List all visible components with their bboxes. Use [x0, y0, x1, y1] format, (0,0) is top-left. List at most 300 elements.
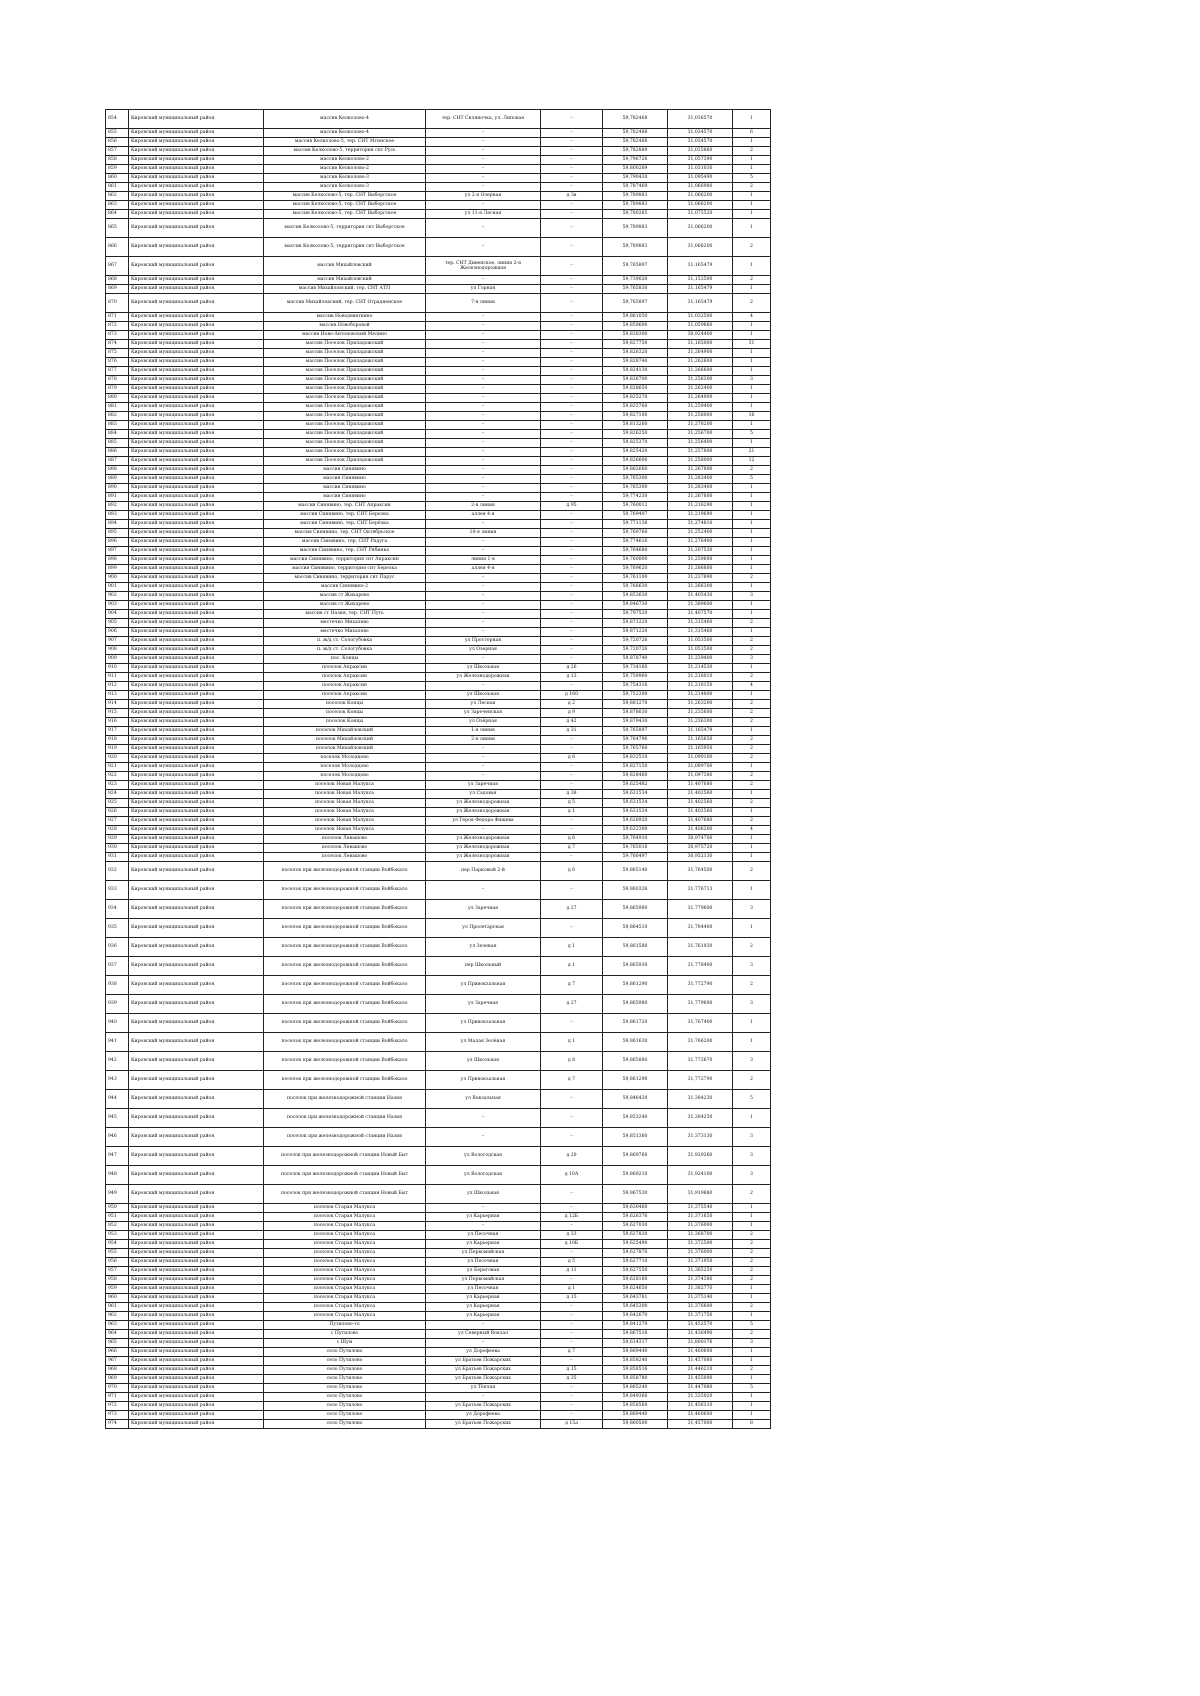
- count-cell: 1: [733, 358, 771, 367]
- street-cell: –: [426, 619, 541, 628]
- longitude-cell: 31,766200: [668, 1033, 733, 1052]
- longitude-cell: 31,406200: [668, 826, 733, 835]
- house-cell: –: [541, 257, 603, 276]
- longitude-cell: 31,779600: [668, 995, 733, 1014]
- row-number-cell: 937: [106, 957, 129, 976]
- latitude-cell: 59,861630: [603, 1033, 668, 1052]
- row-number-cell: 917: [106, 727, 129, 736]
- longitude-cell: 31,059660: [668, 322, 733, 331]
- longitude-cell: 31,066200: [668, 192, 733, 201]
- count-cell: 1: [733, 156, 771, 165]
- table-row: [106, 790, 771, 799]
- row-number-cell: 906: [106, 628, 129, 637]
- house-cell: –: [541, 1249, 603, 1258]
- latitude-cell: 59,846420: [603, 1090, 668, 1109]
- row-number-cell: 949: [106, 1185, 129, 1204]
- locality-cell: массив Поселок Приладожский: [264, 439, 426, 448]
- row-number-cell: 967: [106, 1357, 129, 1366]
- longitude-cell: 31,239400: [668, 655, 733, 664]
- house-cell: –: [541, 156, 603, 165]
- street-cell: ул Вологодская: [426, 1166, 541, 1185]
- row-number-cell: 908: [106, 646, 129, 655]
- latitude-cell: 59,849360: [603, 1393, 668, 1402]
- street-cell: –: [426, 156, 541, 165]
- locality-cell: поселок Старая Малукса: [264, 1204, 426, 1213]
- street-cell: тер. СНТ Дивенское, линия 2-я Железнодорожная: [426, 257, 541, 276]
- table-row: [106, 619, 771, 628]
- latitude-cell: 59,865930: [603, 957, 668, 976]
- district-cell: Кировский муниципальный район: [129, 700, 264, 709]
- house-cell: д 20: [541, 1147, 603, 1166]
- street-cell: –: [426, 574, 541, 583]
- district-cell: Кировский муниципальный район: [129, 673, 264, 682]
- locality-cell: поселок при железнодорожной станции Назия: [264, 1090, 426, 1109]
- longitude-cell: 31,375540: [668, 1204, 733, 1213]
- house-cell: –: [541, 1185, 603, 1204]
- house-cell: д 95: [541, 502, 603, 511]
- district-cell: Кировский муниципальный район: [129, 285, 264, 294]
- house-cell: –: [541, 601, 603, 610]
- longitude-cell: 31,389600: [668, 601, 733, 610]
- count-cell: 2: [733, 862, 771, 881]
- locations-table: [105, 109, 771, 1429]
- house-cell: –: [541, 592, 603, 601]
- count-cell: 2: [733, 1366, 771, 1375]
- table-row: [106, 276, 771, 285]
- latitude-cell: 59,871220: [603, 628, 668, 637]
- row-number-cell: 943: [106, 1071, 129, 1090]
- district-cell: Кировский муниципальный район: [129, 448, 264, 457]
- latitude-cell: 59,764910: [603, 835, 668, 844]
- locality-cell: массив Поселок Приладожский: [264, 448, 426, 457]
- locality-cell: поселок Михайловский: [264, 736, 426, 745]
- house-cell: –: [541, 165, 603, 174]
- longitude-cell: 31,376600: [668, 1303, 733, 1312]
- table-row: [106, 385, 771, 394]
- street-cell: –: [426, 466, 541, 475]
- district-cell: Кировский муниципальный район: [129, 835, 264, 844]
- locality-cell: поселок Новая Малукса: [264, 826, 426, 835]
- row-number-cell: 869: [106, 285, 129, 294]
- table-body: [106, 110, 771, 1429]
- row-number-cell: 940: [106, 1014, 129, 1033]
- street-cell: ул Вологодская: [426, 1147, 541, 1166]
- row-number-cell: 874: [106, 340, 129, 349]
- house-cell: д 13: [541, 673, 603, 682]
- house-cell: –: [541, 919, 603, 938]
- count-cell: 16: [733, 412, 771, 421]
- count-cell: 2: [733, 1276, 771, 1285]
- district-cell: Кировский муниципальный район: [129, 610, 264, 619]
- street-cell: ул Школьная: [426, 1052, 541, 1071]
- street-cell: –: [426, 448, 541, 457]
- street-cell: –: [426, 219, 541, 238]
- longitude-cell: 31,214800: [668, 691, 733, 700]
- table-row: [106, 1185, 771, 1204]
- street-cell: ул 11-я Лесная: [426, 210, 541, 219]
- district-cell: Кировский муниципальный район: [129, 502, 264, 511]
- street-cell: –: [426, 520, 541, 529]
- latitude-cell: 59,720726: [603, 646, 668, 655]
- table-row: [106, 412, 771, 421]
- locality-cell: массив Поселок Приладожский: [264, 394, 426, 403]
- row-number-cell: 873: [106, 331, 129, 340]
- locality-cell: поселок Старая Малукса: [264, 1303, 426, 1312]
- table-row: [106, 1014, 771, 1033]
- longitude-cell: 31,258000: [668, 457, 733, 466]
- longitude-cell: 31,315460: [668, 619, 733, 628]
- row-number-cell: 880: [106, 394, 129, 403]
- street-cell: ул Пролетарская: [426, 919, 541, 938]
- district-cell: Кировский муниципальный район: [129, 385, 264, 394]
- table-row: [106, 835, 771, 844]
- longitude-cell: 31,407680: [668, 781, 733, 790]
- house-cell: д 7: [541, 844, 603, 853]
- row-number-cell: 956: [106, 1258, 129, 1267]
- latitude-cell: 59,764796: [603, 736, 668, 745]
- house-cell: –: [541, 403, 603, 412]
- count-cell: 1: [733, 511, 771, 520]
- locality-cell: массив ст Жихарево: [264, 601, 426, 610]
- house-cell: –: [541, 376, 603, 385]
- locality-cell: поселок Старая Малукса: [264, 1258, 426, 1267]
- latitude-cell: 59,624650: [603, 1285, 668, 1294]
- longitude-cell: 31,376000: [668, 1222, 733, 1231]
- house-cell: д 6: [541, 754, 603, 763]
- count-cell: 1: [733, 1204, 771, 1213]
- latitude-cell: 59,851360: [603, 1128, 668, 1147]
- table-row: [106, 1090, 771, 1109]
- table-row: [106, 1384, 771, 1393]
- latitude-cell: 59,766497: [603, 853, 668, 862]
- locality-cell: поселок при железнодорожной станции Войбокало: [264, 1071, 426, 1090]
- street-cell: –: [426, 276, 541, 285]
- table-row: [106, 1033, 771, 1052]
- street-cell: ул Школьная: [426, 664, 541, 673]
- district-cell: Кировский муниципальный район: [129, 646, 264, 655]
- house-cell: д 27: [541, 900, 603, 919]
- district-cell: Кировский муниципальный район: [129, 349, 264, 358]
- latitude-cell: 59,865240: [603, 1384, 668, 1393]
- house-cell: –: [541, 219, 603, 238]
- district-cell: Кировский муниципальный район: [129, 466, 264, 475]
- longitude-cell: 31,165950: [668, 745, 733, 754]
- table-row: [106, 995, 771, 1014]
- latitude-cell: 59,832510: [603, 754, 668, 763]
- street-cell: –: [426, 201, 541, 210]
- table-row: [106, 313, 771, 322]
- locality-cell: поселок Михайловский: [264, 727, 426, 736]
- count-cell: 1: [733, 1014, 771, 1033]
- count-cell: 2: [733, 574, 771, 583]
- latitude-cell: 59,826600: [603, 457, 668, 466]
- longitude-cell: 31,371950: [668, 1258, 733, 1267]
- street-cell: 7-я линия: [426, 294, 541, 313]
- longitude-cell: 31,764500: [668, 862, 733, 881]
- longitude-cell: 31,053500: [668, 646, 733, 655]
- district-cell: Кировский муниципальный район: [129, 619, 264, 628]
- longitude-cell: 31,266300: [668, 583, 733, 592]
- street-cell: –: [426, 385, 541, 394]
- street-cell: тер. СНТ Скляночка, ул. Липовая: [426, 110, 541, 129]
- row-number-cell: 921: [106, 763, 129, 772]
- latitude-cell: 59,879430: [603, 718, 668, 727]
- row-number-cell: 969: [106, 1375, 129, 1384]
- row-number-cell: 944: [106, 1090, 129, 1109]
- house-cell: д 35: [541, 1375, 603, 1384]
- table-row: [106, 1204, 771, 1213]
- count-cell: 1: [733, 565, 771, 574]
- latitude-cell: 59,826700: [603, 376, 668, 385]
- house-cell: –: [541, 1014, 603, 1033]
- house-cell: –: [541, 1357, 603, 1366]
- district-cell: Кировский муниципальный район: [129, 995, 264, 1014]
- row-number-cell: 859: [106, 165, 129, 174]
- locality-cell: массив Келколово-5, тер. СНТ Мгинское: [264, 138, 426, 147]
- district-cell: Кировский муниципальный район: [129, 799, 264, 808]
- locality-cell: массив Поселок Приладожский: [264, 430, 426, 439]
- row-number-cell: 963: [106, 1321, 129, 1330]
- table-row: [106, 367, 771, 376]
- house-cell: д 12Б: [541, 1213, 603, 1222]
- locality-cell: поселок Левашово: [264, 853, 426, 862]
- longitude-cell: 31,274810: [668, 520, 733, 529]
- table-row: [106, 1231, 771, 1240]
- district-cell: Кировский муниципальный район: [129, 1303, 264, 1312]
- longitude-cell: 31,165479: [668, 727, 733, 736]
- row-number-cell: 868: [106, 276, 129, 285]
- row-number-cell: 928: [106, 826, 129, 835]
- longitude-cell: 31,407680: [668, 817, 733, 826]
- street-cell: –: [426, 1222, 541, 1231]
- latitude-cell: 59,628160: [603, 1276, 668, 1285]
- count-cell: 1: [733, 110, 771, 129]
- row-number-cell: 900: [106, 574, 129, 583]
- locality-cell: поселок при железнодорожной станции Войбокало: [264, 995, 426, 1014]
- house-cell: –: [541, 511, 603, 520]
- house-cell: –: [541, 781, 603, 790]
- table-row: [106, 322, 771, 331]
- row-number-cell: 916: [106, 718, 129, 727]
- latitude-cell: 59,627710: [603, 1258, 668, 1267]
- street-cell: ул 2-я Озерная: [426, 192, 541, 201]
- district-cell: Кировский муниципальный район: [129, 745, 264, 754]
- district-cell: Кировский муниципальный район: [129, 862, 264, 881]
- table-row: [106, 1222, 771, 1231]
- count-cell: 1: [733, 691, 771, 700]
- count-cell: 3: [733, 1052, 771, 1071]
- street-cell: –: [426, 610, 541, 619]
- house-cell: –: [541, 646, 603, 655]
- table-row: [106, 919, 771, 938]
- latitude-cell: 59,878740: [603, 655, 668, 664]
- row-number-cell: 957: [106, 1267, 129, 1276]
- row-number-cell: 854: [106, 110, 129, 129]
- locality-cell: поселок Молодцово: [264, 772, 426, 781]
- longitude-cell: 31,075520: [668, 210, 733, 219]
- locality-cell: массив Поселок Приладожский: [264, 367, 426, 376]
- latitude-cell: 59,827100: [603, 412, 668, 421]
- row-number-cell: 865: [106, 219, 129, 238]
- house-cell: –: [541, 682, 603, 691]
- count-cell: 1: [733, 520, 771, 529]
- longitude-cell: 31,365250: [668, 1267, 733, 1276]
- longitude-cell: 31,219690: [668, 511, 733, 520]
- district-cell: Кировский муниципальный район: [129, 592, 264, 601]
- count-cell: 21: [733, 448, 771, 457]
- district-cell: Кировский муниципальный район: [129, 475, 264, 484]
- table-row: [106, 349, 771, 358]
- table-row: [106, 448, 771, 457]
- street-cell: ул Зеленая: [426, 938, 541, 957]
- locality-cell: массив Поселок Приладожский: [264, 385, 426, 394]
- longitude-cell: 31,034570: [668, 138, 733, 147]
- street-cell: –: [426, 238, 541, 257]
- district-cell: Кировский муниципальный район: [129, 1375, 264, 1384]
- count-cell: 2: [733, 745, 771, 754]
- count-cell: 1: [733, 919, 771, 938]
- district-cell: Кировский муниципальный район: [129, 1231, 264, 1240]
- table-row: [106, 637, 771, 646]
- district-cell: Кировский муниципальный район: [129, 1420, 264, 1429]
- locality-cell: поселок Новая Малукса: [264, 799, 426, 808]
- district-cell: Кировский муниципальный район: [129, 919, 264, 938]
- longitude-cell: 31,407570: [668, 610, 733, 619]
- latitude-cell: 59,789883: [603, 219, 668, 238]
- street-cell: ул Тёплая: [426, 1384, 541, 1393]
- house-cell: –: [541, 147, 603, 156]
- count-cell: 1: [733, 583, 771, 592]
- house-cell: –: [541, 556, 603, 565]
- data-table-sheet: [105, 109, 768, 1429]
- count-cell: 12: [733, 457, 771, 466]
- street-cell: ул Железнодорожная: [426, 844, 541, 853]
- longitude-cell: 31,457000: [668, 1420, 733, 1429]
- row-number-cell: 950: [106, 1204, 129, 1213]
- locality-cell: массив Поселок Приладожский: [264, 457, 426, 466]
- count-cell: 2: [733, 799, 771, 808]
- locality-cell: массив Келколово-5, тер. СНТ Выборгское: [264, 201, 426, 210]
- longitude-cell: 31,286800: [668, 565, 733, 574]
- table-row: [106, 156, 771, 165]
- longitude-cell: 31,165000: [668, 340, 733, 349]
- count-cell: 1: [733, 138, 771, 147]
- count-cell: 1: [733, 367, 771, 376]
- house-cell: д 7: [541, 1348, 603, 1357]
- district-cell: Кировский муниципальный район: [129, 165, 264, 174]
- house-cell: –: [541, 276, 603, 285]
- longitude-cell: 31,767400: [668, 1014, 733, 1033]
- house-cell: –: [541, 736, 603, 745]
- count-cell: 2: [733, 1330, 771, 1339]
- table-row: [106, 1147, 771, 1166]
- district-cell: Кировский муниципальный район: [129, 763, 264, 772]
- street-cell: линия 1-я: [426, 556, 541, 565]
- district-cell: Кировский муниципальный район: [129, 754, 264, 763]
- locality-cell: поселок при железнодорожной станции Новый Быт: [264, 1166, 426, 1185]
- district-cell: Кировский муниципальный район: [129, 1384, 264, 1393]
- row-number-cell: 971: [106, 1393, 129, 1402]
- table-row: [106, 493, 771, 502]
- table-row: [106, 736, 771, 745]
- table-row: [106, 475, 771, 484]
- locality-cell: село Путилово: [264, 1384, 426, 1393]
- street-cell: ул Береговая: [426, 1267, 541, 1276]
- count-cell: 1: [733, 484, 771, 493]
- longitude-cell: 31,455090: [668, 1375, 733, 1384]
- district-cell: Кировский муниципальный район: [129, 781, 264, 790]
- district-cell: Кировский муниципальный район: [129, 156, 264, 165]
- count-cell: 2: [733, 1267, 771, 1276]
- street-cell: –: [426, 174, 541, 183]
- house-cell: д 160: [541, 691, 603, 700]
- house-cell: –: [541, 313, 603, 322]
- row-number-cell: 902: [106, 592, 129, 601]
- street-cell: ул Садовая: [426, 790, 541, 799]
- latitude-cell: 59,627820: [603, 1231, 668, 1240]
- row-number-cell: 907: [106, 637, 129, 646]
- count-cell: 1: [733, 808, 771, 817]
- row-number-cell: 899: [106, 565, 129, 574]
- row-number-cell: 925: [106, 799, 129, 808]
- longitude-cell: 31,402560: [668, 799, 733, 808]
- count-cell: 1: [733, 493, 771, 502]
- latitude-cell: 59,631534: [603, 790, 668, 799]
- row-number-cell: 893: [106, 511, 129, 520]
- house-cell: д 6: [541, 835, 603, 844]
- table-row: [106, 294, 771, 313]
- table-row: [106, 1366, 771, 1375]
- district-cell: Кировский муниципальный район: [129, 565, 264, 574]
- latitude-cell: 59,858516: [603, 1366, 668, 1375]
- row-number-cell: 974: [106, 1420, 129, 1429]
- longitude-cell: 31,924100: [668, 1166, 733, 1185]
- longitude-cell: 31,165479: [668, 294, 733, 313]
- count-cell: 1: [733, 322, 771, 331]
- district-cell: Кировский муниципальный район: [129, 881, 264, 900]
- table-row: [106, 1420, 771, 1429]
- longitude-cell: 31,376000: [668, 1249, 733, 1258]
- locality-cell: поселок при железнодорожной станции Войбокало: [264, 1033, 426, 1052]
- latitude-cell: 59,734160: [603, 664, 668, 673]
- row-number-cell: 939: [106, 995, 129, 1014]
- longitude-cell: 31,460600: [668, 1411, 733, 1420]
- locality-cell: массив Михайловский, тер. СНТ Отрадненское: [264, 294, 426, 313]
- row-number-cell: 872: [106, 322, 129, 331]
- district-cell: Кировский муниципальный район: [129, 938, 264, 957]
- count-cell: 1: [733, 1109, 771, 1128]
- street-cell: –: [426, 628, 541, 637]
- locality-cell: поселок при железнодорожной станции Войбокало: [264, 900, 426, 919]
- latitude-cell: 59,761100: [603, 574, 668, 583]
- locality-cell: поселок при железнодорожной станции Войбокало: [264, 881, 426, 900]
- count-cell: 1: [733, 1033, 771, 1052]
- count-cell: 2: [733, 709, 771, 718]
- table-row: [106, 210, 771, 219]
- locality-cell: поселок Старая Малукса: [264, 1276, 426, 1285]
- row-number-cell: 951: [106, 1213, 129, 1222]
- locality-cell: село Путилово: [264, 1411, 426, 1420]
- house-cell: –: [541, 1128, 603, 1147]
- street-cell: ул Малая Зелёная: [426, 1033, 541, 1052]
- district-cell: Кировский муниципальный район: [129, 412, 264, 421]
- house-cell: –: [541, 285, 603, 294]
- district-cell: Кировский муниципальный район: [129, 1330, 264, 1339]
- latitude-cell: 59,631534: [603, 808, 668, 817]
- street-cell: ул Железнодорожная: [426, 853, 541, 862]
- district-cell: Кировский муниципальный район: [129, 547, 264, 556]
- table-row: [106, 1166, 771, 1185]
